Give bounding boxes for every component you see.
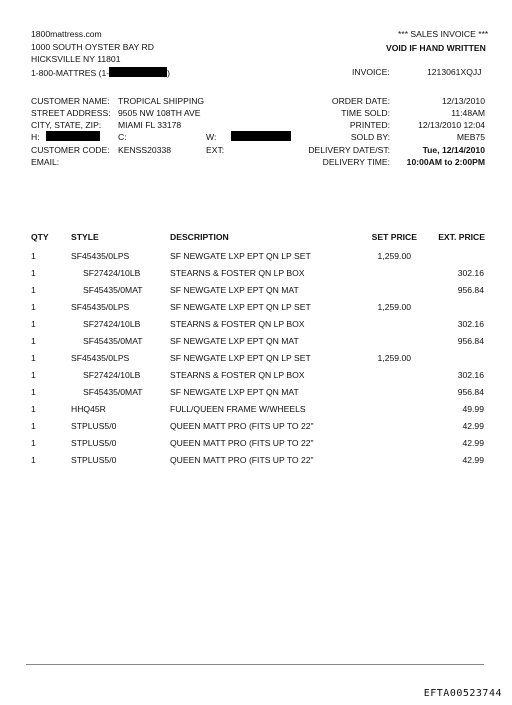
row-style: SF27424/10LB (83, 319, 141, 329)
row-ext-price: 302.16 (457, 370, 484, 380)
printed-label: PRINTED: (349, 120, 390, 130)
row-ext-price: 49.99 (462, 404, 484, 414)
row-description: STEARNS & FOSTER QN LP BOX (170, 370, 305, 380)
work-phone-label: W: (206, 132, 217, 142)
customer-code: KENSS20338 (118, 145, 172, 155)
customer-name: TROPICAL SHIPPING (118, 96, 205, 106)
row-set-price: 1,259.00 (377, 353, 411, 363)
row-style: SF27424/10LB (83, 268, 141, 278)
time-sold-label: TIME SOLD: (341, 108, 390, 118)
row-ext-price: 42.99 (462, 438, 484, 448)
time-sold: 11:48AM (451, 108, 485, 118)
sold-by-label: SOLD BY: (350, 132, 390, 142)
row-qty: 1 (31, 387, 36, 397)
row-description: QUEEN MATT PRO (FITS UP TO 22" (170, 421, 314, 431)
company-address-line2: HICKSVILLE NY 11801 (31, 54, 121, 64)
company-site: 1800mattress.com (31, 29, 102, 39)
col-header-ext-price: EXT. PRICE (438, 232, 485, 242)
row-description: SF NEWGATE LXP EPT QN LP SET (170, 302, 311, 312)
invoice-label: INVOICE: (352, 67, 390, 77)
document-id: EFTA00523744 (423, 688, 502, 699)
row-qty: 1 (31, 302, 36, 312)
row-style: SF45435/0LPS (71, 251, 130, 261)
street-label: STREET ADDRESS: (31, 108, 111, 118)
row-style: STPLUS5/0 (71, 455, 117, 465)
col-header-description: DESCRIPTION (170, 232, 229, 242)
row-style: HHQ45R (71, 404, 106, 414)
delivery-time-label: DELIVERY TIME: (322, 157, 390, 167)
street-address: 9505 NW 108TH AVE (118, 108, 201, 118)
row-qty: 1 (31, 404, 36, 414)
row-qty: 1 (31, 421, 36, 431)
row-ext-price: 302.16 (457, 268, 484, 278)
row-style: SF45435/0MAT (83, 336, 143, 346)
phone-redaction (109, 67, 167, 77)
invoice-number: 1213061XQJJ (427, 67, 482, 77)
row-style: STPLUS5/0 (71, 438, 117, 448)
phone-suffix: ) (167, 68, 171, 78)
row-qty: 1 (31, 455, 36, 465)
row-qty: 1 (31, 370, 36, 380)
row-style: SF27424/10LB (83, 370, 141, 380)
row-ext-price: 42.99 (462, 421, 484, 431)
row-description: STEARNS & FOSTER QN LP BOX (170, 319, 305, 329)
row-qty: 1 (31, 268, 36, 278)
row-qty: 1 (31, 438, 36, 448)
work-phone-redaction (231, 131, 291, 141)
row-description: SF NEWGATE LXP EPT QN LP SET (170, 251, 311, 261)
row-description: QUEEN MATT PRO (FITS UP TO 22" (170, 455, 314, 465)
row-description: SF NEWGATE LXP EPT QN LP SET (170, 353, 311, 363)
row-ext-price: 302.16 (457, 319, 484, 329)
row-style: SF45435/0MAT (83, 387, 143, 397)
row-description: STEARNS & FOSTER QN LP BOX (170, 268, 305, 278)
row-qty: 1 (31, 251, 36, 261)
row-ext-price: 42.99 (462, 455, 484, 465)
sold-by: MEB75 (456, 132, 485, 142)
ext-label: EXT: (206, 145, 225, 155)
col-header-style: STYLE (71, 232, 99, 242)
city-state-zip: MIAMI FL 33178 (118, 120, 182, 130)
footer-divider (26, 664, 484, 665)
row-qty: 1 (31, 285, 36, 295)
row-description: FULL/QUEEN FRAME W/WHEELS (170, 404, 306, 414)
phone-prefix: 1-800-MATTRES (1- (31, 68, 110, 78)
home-phone-label: H: (31, 132, 40, 142)
row-style: SF45435/0LPS (71, 302, 130, 312)
doc-type: *** SALES INVOICE *** (398, 29, 489, 39)
order-date: 12/13/2010 (441, 96, 485, 106)
delivery-date-label: DELIVERY DATE/ST: (308, 145, 390, 155)
cell-phone-label: C: (118, 132, 127, 142)
company-address-line1: 1000 SOUTH OYSTER BAY RD (31, 42, 154, 52)
col-header-set-price: SET PRICE (371, 232, 417, 242)
row-set-price: 1,259.00 (377, 302, 411, 312)
home-phone-redaction (46, 131, 100, 141)
city-label: CITY, STATE, ZIP: (31, 120, 102, 130)
delivery-date: Tue, 12/14/2010 (422, 145, 485, 155)
row-ext-price: 956.84 (457, 387, 484, 397)
row-qty: 1 (31, 319, 36, 329)
delivery-time: 10:00AM to 2:00PM (406, 157, 485, 167)
email-label: EMAIL: (31, 157, 60, 167)
row-description: QUEEN MATT PRO (FITS UP TO 22" (170, 438, 314, 448)
col-header-qty: QTY (31, 232, 49, 242)
row-style: STPLUS5/0 (71, 421, 117, 431)
printed-datetime: 12/13/2010 12:04 (418, 120, 485, 130)
row-qty: 1 (31, 336, 36, 346)
row-qty: 1 (31, 353, 36, 363)
row-description: SF NEWGATE LXP EPT QN MAT (170, 285, 299, 295)
customer-code-label: CUSTOMER CODE: (31, 145, 110, 155)
row-description: SF NEWGATE LXP EPT QN MAT (170, 387, 299, 397)
customer-name-label: CUSTOMER NAME: (31, 96, 110, 106)
row-ext-price: 956.84 (457, 336, 484, 346)
company-phone (31, 67, 170, 78)
row-style: SF45435/0MAT (83, 285, 143, 295)
row-style: SF45435/0LPS (71, 353, 130, 363)
row-ext-price: 956.84 (457, 285, 484, 295)
row-description: SF NEWGATE LXP EPT QN MAT (170, 336, 299, 346)
order-date-label: ORDER DATE: (331, 96, 390, 106)
void-notice: VOID IF HAND WRITTEN (386, 43, 486, 53)
row-set-price: 1,259.00 (377, 251, 411, 261)
